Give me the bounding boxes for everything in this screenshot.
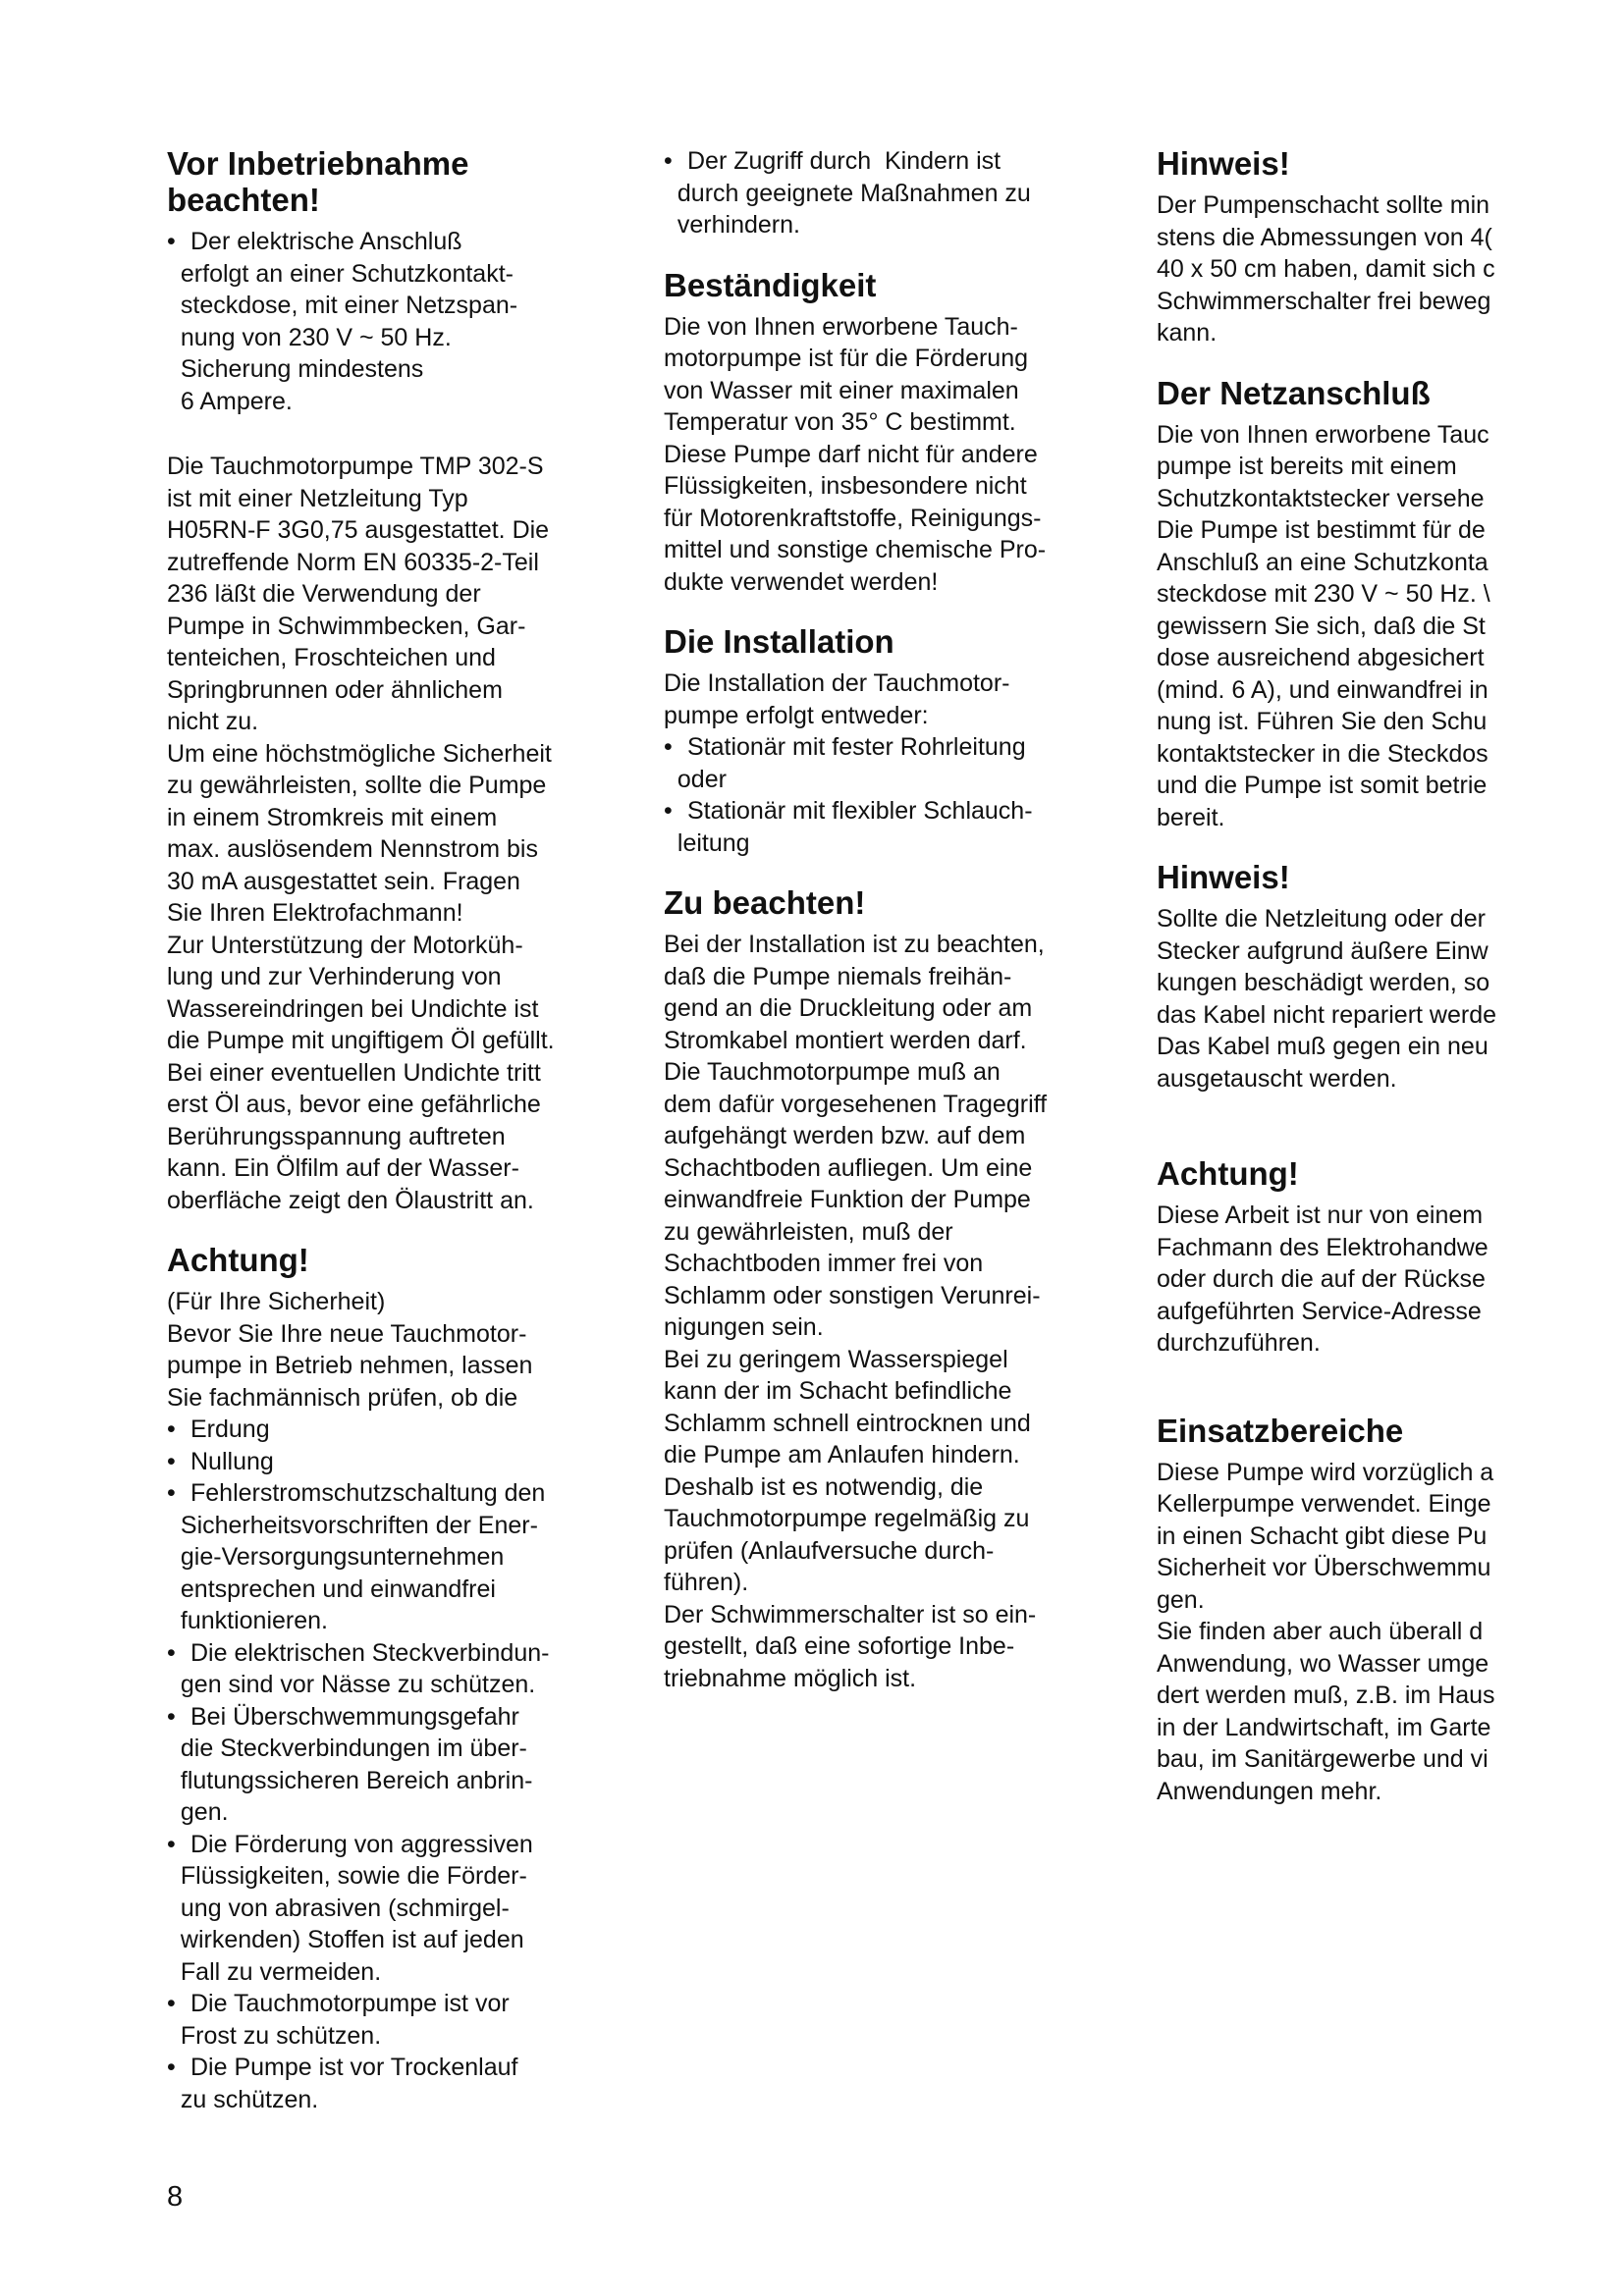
text-line: Bei der Installation ist zu beachten, [664,931,1045,958]
section-heading: Hinweis! [1157,859,1290,895]
text-line: zu gewährleisten, muß der [664,1217,953,1246]
text-line: dukte verwendet werden! [664,567,939,596]
text-line: Die von Ihnen erworbene Tauch- [664,312,1018,341]
text-line: dose ausreichend abgesichert [1157,644,1485,671]
page-number: 8 [167,2181,184,2213]
bullet-text: • Erdung [167,1414,621,1446]
text-line: Flüssigkeiten, insbesondere nicht [664,472,1027,500]
text-line: stens die Abmessungen von 4( [1157,223,1492,251]
text-line: Schlamm oder sonstigen Verunrei- [664,1281,1041,1309]
text-line: nicht zu. [167,708,259,735]
text-line: und die Pumpe ist somit betrie [1157,772,1488,799]
section-achtung [1157,1155,1540,1360]
text-line: nigungen sein. [664,1313,824,1341]
bullet-continuation: ung von abrasiven (schmirgel- [167,1894,510,1922]
bullet-item [167,1829,621,1989]
bullet-continuation: gen. [167,1798,229,1826]
text-line: Bei zu geringem Wasserspiegel [664,1345,1008,1373]
bullet-text: • Nullung [167,1446,621,1478]
section-heading: Achtung! [167,1242,309,1278]
text-line: Stecker aufgrund äußere Einw [1157,936,1489,965]
text-line: Die Tauchmotorpumpe muß an [664,1058,1001,1086]
text-line: 30 mA ausgestattet sein. Fragen [167,867,520,895]
bullet-continuation: flutungssicheren Bereich anbrin- [167,1766,533,1794]
text-line: Anwendungen mehr. [1157,1777,1382,1805]
section-der-netzanschluss [1157,375,1540,834]
text-line: aufgeführten Service-Adresse [1157,1297,1482,1325]
bullet-text: • Bei Überschwemmungsgefahr [167,1701,621,1734]
bullet-continuation: Fall zu vermeiden. [167,1957,382,1986]
bullet-item [664,795,1108,859]
bullet-text: • Die Pumpe ist vor Trockenlauf [167,2052,621,2084]
text-line: Der Pumpenschacht sollte min [1157,191,1490,219]
text-line: ist mit einer Netzleitung Typ [167,484,468,512]
text-line: Bevor Sie Ihre neue Tauchmotor- [167,1319,527,1348]
text-line: Zur Unterstützung der Motorküh- [167,931,523,959]
text-line: gend an die Druckleitung oder am [664,994,1033,1022]
bullet-item [167,2052,621,2115]
text-line: dem dafür vorgesehenen Tragegriff [664,1090,1048,1118]
section-bestaendigkeit [664,267,1108,599]
text-line: für Motorenkraftstoffe, Reinigungs- [664,504,1042,532]
section-die-installation [664,623,1108,859]
column-right [1157,145,1540,1833]
text-line: in der Landwirtschaft, im Garte [1157,1713,1491,1741]
bullet-continuation: erfolgt an einer Schutzkontakt- [167,259,514,288]
section-heading: Der Netzanschluß [1157,374,1431,411]
section-hinweis [1157,145,1540,349]
text-line: durchzuführen. [1157,1329,1321,1357]
bullet-item [167,1477,621,1637]
section-text-1 [167,451,621,1216]
section-heading: Achtung! [1157,1155,1299,1192]
text-line: das Kabel nicht repariert werde [1157,1000,1497,1029]
text-line: Sollte die Netzleitung oder der [1157,905,1486,933]
bullet-item [167,1988,621,2052]
text-line: steckdose mit 230 V ~ 50 Hz. \ [1157,580,1490,608]
text-line: bereit. [1157,803,1225,831]
text-line: Um eine höchstmögliche Sicherheit [167,739,552,768]
text-line: mittel und sonstige chemische Pro- [664,536,1047,563]
text-line: Bei einer eventuellen Undichte tritt [167,1058,541,1087]
text-line: Anwendung, wo Wasser umge [1157,1649,1489,1678]
text-line: pumpe erfolgt entweder: [664,701,929,729]
column-left [167,145,621,2141]
bullet-continuation: steckdose, mit einer Netzspan- [167,292,518,319]
text-line: kann. Ein Ölfilm auf der Wasser- [167,1154,519,1182]
text-line: gewissern Sie sich, daß die St [1157,612,1486,640]
bullet-item [167,1637,621,1701]
bullet-item [167,1701,621,1829]
text-line: Berührungsspannung auftreten [167,1122,506,1150]
text-line: max. auslösendem Nennstrom bis [167,835,538,863]
section-heading: Die Installation [664,623,894,660]
bullet-continuation: leitung [664,828,750,857]
bullet-continuation: wirkenden) Stoffen ist auf jeden [167,1926,524,1953]
text-line: Schlamm schnell eintrocknen und [664,1409,1031,1437]
bullet-item [167,1446,621,1478]
text-line: Fachmann des Elektrohandwe [1157,1233,1489,1261]
text-line: daß die Pumpe niemals freihän- [664,962,1012,990]
bullet-text: • Die Tauchmotorpumpe ist vor [167,1988,621,2020]
text-line: Schachtboden aufliegen. Um eine [664,1153,1033,1182]
bullet-continuation: verhindern. [664,211,800,239]
text-line: Sicherheit vor Überschwemmu [1157,1554,1491,1581]
text-line: in einem Stromkreis mit einem [167,803,498,831]
bullet-item [167,1414,621,1446]
bullet-text: • Die Förderung von aggressiven [167,1829,621,1861]
text-line: in einen Schacht gibt diese Pu [1157,1522,1488,1550]
bullet-item [664,145,1108,241]
text-line: (mind. 6 A), und einwandfrei in [1157,675,1489,704]
section-heading: Zu beachten! [664,884,866,921]
section-heading: Hinweis! [1157,145,1290,182]
bullet-text: • Die elektrischen Steckverbindun- [167,1637,621,1670]
section-hinweis [1157,859,1540,1095]
text-line: pumpe ist bereits mit einem [1157,453,1457,480]
text-line: Kellerpumpe verwendet. Einge [1157,1490,1491,1518]
text-line: Deshalb ist es notwendig, die [664,1472,984,1501]
text-line: Die Tauchmotorpumpe TMP 302-S [167,453,544,480]
text-line: prüfen (Anlaufversuche durch- [664,1536,995,1565]
text-line: pumpe in Betrieb nehmen, lassen [167,1352,533,1379]
text-line: tenteichen, Froschteichen und [167,644,496,671]
text-line: gen. [1157,1585,1205,1614]
bullet-text: • Der Zugriff durch Kindern ist [664,145,1108,178]
bullet-continuation: entsprechen und einwandfrei [167,1575,496,1603]
section-text-0 [664,145,1108,241]
text-line: H05RN-F 3G0,75 ausgestattet. Die [167,516,550,544]
text-line: (Für Ihre Sicherheit) [167,1288,386,1315]
section-vor-inbetriebnahme-beachten [167,145,621,417]
text-line: Sie finden aber auch überall d [1157,1618,1484,1645]
bullet-continuation: oder [664,765,727,793]
bullet-continuation: Flüssigkeiten, sowie die Förder- [167,1862,527,1890]
bullet-text: • Fehlerstromschutzschaltung den [167,1477,621,1510]
section-einsatzbereiche [1157,1413,1540,1808]
bullet-continuation: die Steckverbindungen im über- [167,1735,527,1762]
text-line: Diese Arbeit ist nur von einem [1157,1201,1484,1229]
text-line: zutreffende Norm EN 60335-2-Teil [167,548,539,576]
bullet-continuation: Frost zu schützen. [167,2021,382,2050]
bullet-continuation: gen sind vor Nässe zu schützen. [167,1671,536,1698]
text-line: kann. [1157,319,1218,347]
text-line: Der Schwimmerschalter ist so ein- [664,1600,1037,1629]
section-achtung [167,1242,621,2115]
text-line: Diese Pumpe wird vorzüglich a [1157,1458,1494,1486]
bullet-continuation: durch geeignete Maßnahmen zu [664,179,1031,207]
text-line: Schwimmerschalter frei beweg [1157,287,1491,315]
bullet-continuation: gie-Versorgungsunternehmen [167,1543,505,1571]
bullet-text: • Stationär mit flexibler Schlauch- [664,795,1108,828]
text-line: ausgetauscht werden. [1157,1064,1397,1093]
section-heading: Einsatzbereiche [1157,1412,1404,1449]
text-line: 40 x 50 cm haben, damit sich c [1157,255,1495,283]
text-line: Die von Ihnen erworbene Tauc [1157,420,1489,449]
bullet-continuation: Sicherung mindestens [167,355,424,383]
bullet-continuation: 6 Ampere. [167,387,293,415]
text-line: Sie Ihren Elektrofachmann! [167,899,463,927]
text-line: Stromkabel montiert werden darf. [664,1026,1027,1054]
text-line: Springbrunnen oder ähnlichem [167,675,503,704]
bullet-text: • Der elektrische Anschluß [167,226,621,258]
text-line: aufgehängt werden bzw. auf dem [664,1122,1026,1149]
text-line: oder durch die auf der Rückse [1157,1265,1486,1293]
text-line: Anschluß an eine Schutzkonta [1157,548,1489,576]
text-line: Temperatur von 35° C bestimmt. [664,408,1016,436]
text-line: Sie fachmännisch prüfen, ob die [167,1383,518,1412]
column-middle [664,145,1108,1720]
text-line: kungen beschädigt werden, so [1157,969,1490,996]
section-heading: Vor Inbetriebnahme beachten! [167,145,469,218]
text-line: Das Kabel muß gegen ein neu [1157,1033,1489,1060]
section-zu-beachten [664,884,1108,1694]
text-line: Die Pumpe ist bestimmt für de [1157,516,1486,544]
text-line: Schachtboden immer frei von [664,1250,984,1277]
text-line: nung ist. Führen Sie den Schu [1157,708,1488,735]
text-line: Diese Pumpe darf nicht für andere [664,440,1038,468]
text-line: die Pumpe am Anlaufen hindern. [664,1441,1020,1468]
text-line: oberfläche zeigt den Ölaustritt an. [167,1186,534,1214]
text-line: dert werden muß, z.B. im Haus [1157,1682,1495,1709]
text-line: führen). [664,1569,749,1596]
text-line: 236 läßt die Verwendung der [167,580,481,608]
section-heading: Beständigkeit [664,266,877,303]
bullet-continuation: Sicherheitsvorschriften der Ener- [167,1511,538,1539]
text-line: kontaktstecker in die Steckdos [1157,739,1489,768]
bullet-continuation: nung von 230 V ~ 50 Hz. [167,323,452,351]
text-line: einwandfreie Funktion der Pumpe [664,1186,1031,1213]
text-line: motorpumpe ist für die Förderung [664,345,1029,372]
text-line: die Pumpe mit ungiftigem Öl gefüllt. [167,1027,555,1054]
bullet-continuation: funktionieren. [167,1607,328,1634]
text-line: Die Installation der Tauchmotor- [664,669,1010,697]
text-line: Schutzkontaktstecker versehe [1157,484,1485,512]
text-line: kann der im Schacht befindliche [664,1377,1012,1405]
text-line: zu gewährleisten, sollte die Pumpe [167,772,547,799]
text-line: erst Öl aus, bevor eine gefährliche [167,1091,541,1118]
text-line: Wassereindringen bei Undichte ist [167,994,539,1023]
text-line: triebnahme möglich ist. [664,1664,917,1692]
text-line: lung und zur Verhinderung von [167,963,502,990]
text-line: bau, im Sanitärgewerbe und vi [1157,1745,1489,1773]
bullet-item [664,731,1108,795]
text-line: von Wasser mit einer maximalen [664,376,1019,404]
bullet-item [167,226,621,417]
bullet-text: • Stationär mit fester Rohrleitung [664,731,1108,764]
text-line: Tauchmotorpumpe regelmäßig zu [664,1505,1030,1532]
text-line: Pumpe in Schwimmbecken, Gar- [167,612,526,640]
text-line: gestellt, daß eine sofortige Inbe- [664,1632,1015,1660]
bullet-continuation: zu schützen. [167,2085,319,2113]
